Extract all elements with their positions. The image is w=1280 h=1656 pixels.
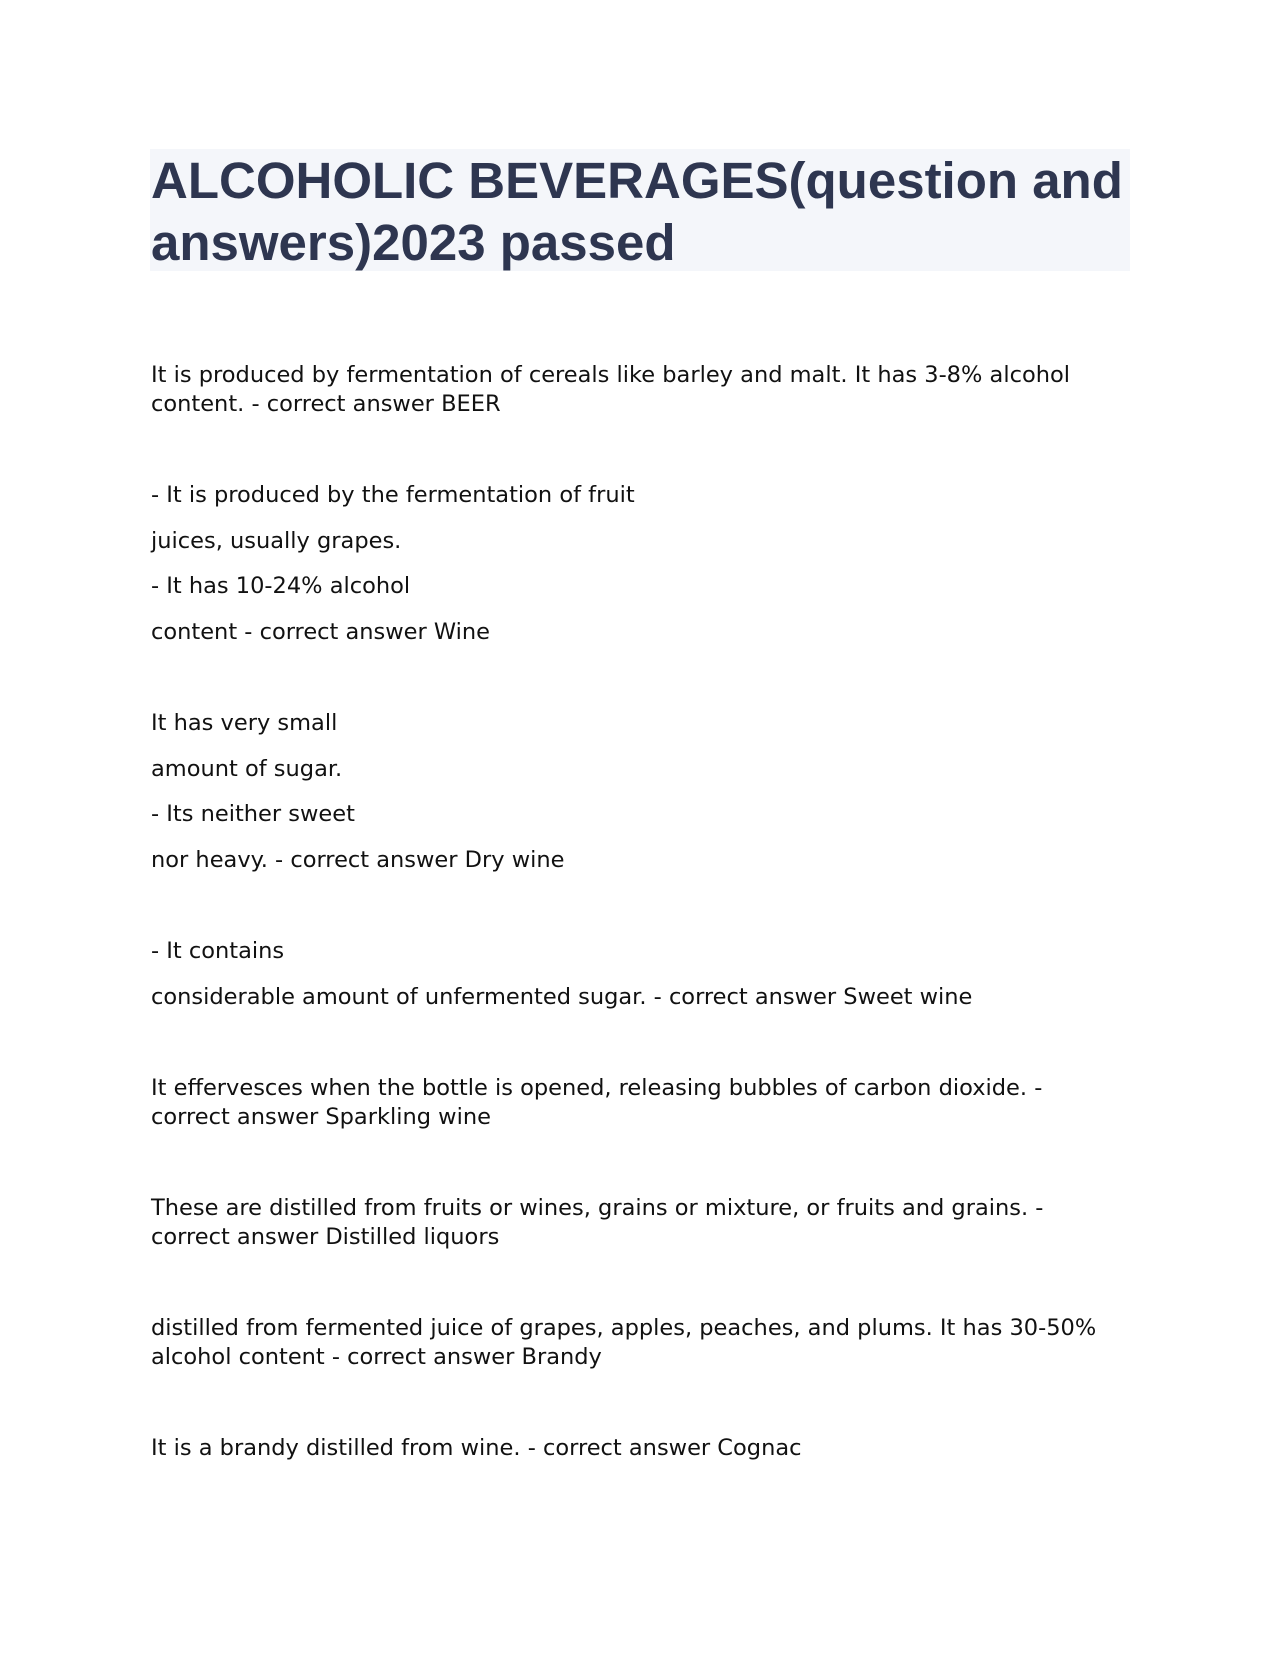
text-line: content. - correct answer BEER: [151, 391, 501, 417]
text-line: It has very small: [151, 710, 338, 736]
text-line: - Its neither sweet: [151, 801, 355, 827]
document-title: ALCOHOLIC BEVERAGES(question and answers)2023 passed: [151, 152, 1123, 271]
text-line: nor heavy. - correct answer Dry wine: [151, 847, 565, 873]
text-line: It effervesces when the bottle is opened, releasing bubbles of carbon dioxide. -: [151, 1075, 1043, 1101]
text-line: These are distilled from fruits or wines, grains or mixture, or fruits and grains. -: [151, 1195, 1044, 1221]
text-line: - It contains: [151, 938, 285, 964]
text-line: It is produced by fermentation of cereals like barley and malt. It has 3-8% alcohol: [151, 362, 1070, 388]
text-line: correct answer Distilled liquors: [151, 1224, 500, 1250]
text-line: juices, usually grapes.: [151, 528, 402, 554]
text-line: It is a brandy distilled from wine. - correct answer Cognac: [151, 1435, 802, 1461]
text-line: alcohol content - correct answer Brandy: [151, 1344, 602, 1370]
text-line: correct answer Sparkling wine: [151, 1104, 491, 1130]
text-line: - It is produced by the fermentation of fruit: [151, 482, 635, 508]
text-line: considerable amount of unfermented sugar. - correct answer Sweet wine: [151, 984, 973, 1010]
text-line: - It has 10-24% alcohol: [151, 573, 411, 599]
text-line: distilled from fermented juice of grapes, apples, peaches, and plums. It has 30-50%: [151, 1315, 1097, 1341]
text-line: amount of sugar.: [151, 756, 343, 782]
text-line: content - correct answer Wine: [151, 619, 491, 645]
